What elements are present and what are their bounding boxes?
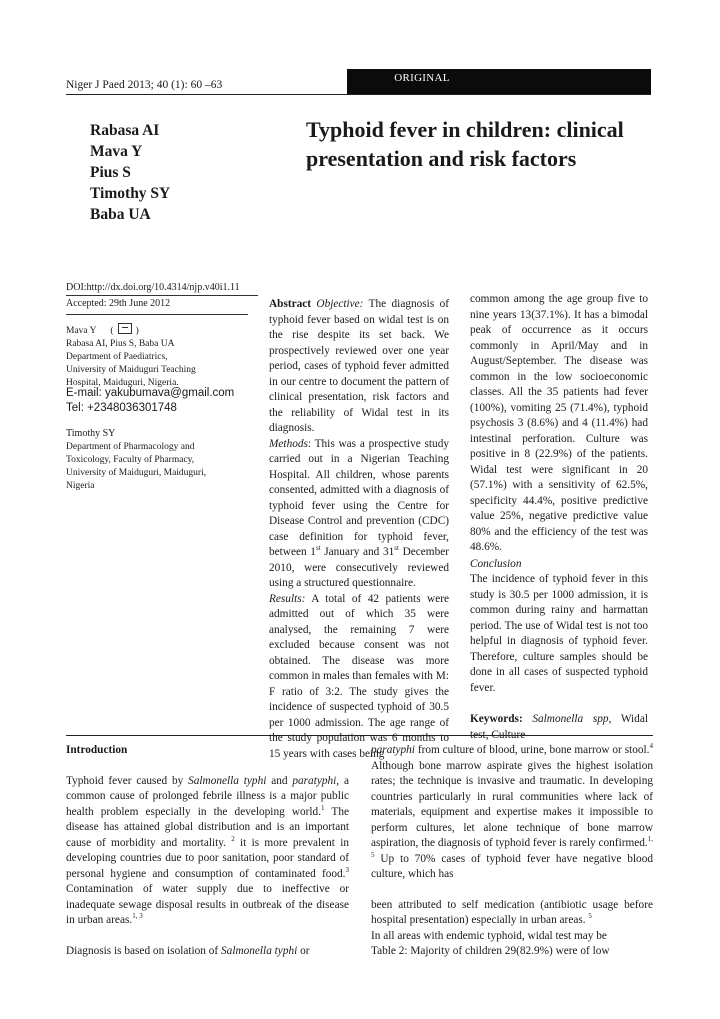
body-text: Contamination of water supply due to ineffective or inadequate sewage disposal results in outbreak of the disease in urban areas. xyxy=(66,883,349,926)
abstract-results xyxy=(269,592,449,763)
objective-text: The diagnosis of typhoid fever based on widal test is on the rise despite its set back. We prospectively reviewed over one year period, cases of typhoid fever admitted in our centre to document the pattern of clinical presentation, risk factors and the reliability of Widal test in its diagnosis. xyxy=(269,298,449,434)
abstract-objective xyxy=(269,297,449,437)
conclusion-text: The incidence of typhoid fever in this study is 30.5 per 1000 admission, it is common during rainy and harmattan period. The use of Widal test is not too helpful in diagnosis of typhoid fever. Therefore, culture samples should be done in all cases of suspected typhoid fever. xyxy=(470,573,648,694)
body-paragraph xyxy=(371,898,653,929)
abstract-column-1 xyxy=(269,297,449,762)
author-name: Timothy SY xyxy=(90,185,171,202)
body-text: Although bone marrow aspirate gives the highest isolation rates; the technique is invasive and traumatic. In developing countries particularly in rural communities where lack of materials, equipment and expertise makes it impossible to perform cultures, let alone technique of bone marrow aspiration, the diagnosis of typhoid fever is rarely confirmed. xyxy=(371,759,653,849)
species-name: paratyphi xyxy=(371,744,415,756)
body-paragraph xyxy=(371,743,653,883)
species-name: Salmonella typhi xyxy=(188,774,267,787)
body-text: it is more prevalent in developing countries due to poor sanitation, poor standard of personal hygiene and consumption of contaminated food. xyxy=(66,836,349,880)
section-heading: Introduction xyxy=(66,744,128,756)
author-list xyxy=(90,120,170,225)
superscript: st xyxy=(315,544,321,553)
keywords-label: Keywords: xyxy=(470,713,523,725)
section-label: ORIGINAL xyxy=(394,72,450,84)
methods-text: : This was a prospective study carried out in a Nigerian Teaching Hospital. All children, whose parents consented, admitted with a diagnosis of typhoid fever using the Centre for Disease Control and prevention (CDC) case definition for typhoid fever, between 1 xyxy=(269,437,449,558)
methods-text: January and 31 xyxy=(320,546,395,558)
section-banner xyxy=(347,69,651,94)
author-name: Timothy SY xyxy=(66,428,116,439)
abstract-column-2 xyxy=(470,292,648,743)
keywords-text: , Widal test, Culture xyxy=(470,713,648,741)
envelope-icon xyxy=(118,323,132,334)
body-column-left xyxy=(66,743,349,959)
contact-block xyxy=(66,386,234,416)
telephone: Tel: +2348036301748 xyxy=(66,402,177,414)
species-name: paratyphi, xyxy=(292,774,340,787)
objective-label: Objective: xyxy=(316,298,364,310)
affiliation-line: Department of Paediatrics, xyxy=(66,352,168,362)
corresponding-name: Mava Y xyxy=(66,326,97,336)
author-name: Baba UA xyxy=(90,206,151,223)
author-name: Pius S xyxy=(90,164,131,181)
affiliation-block xyxy=(66,322,196,390)
body-column-right xyxy=(371,743,653,960)
citation-ref: 4 xyxy=(649,742,653,751)
conclusion-label: Conclusion xyxy=(470,557,522,570)
affiliation-line: Department of Pharmacology and xyxy=(66,442,195,452)
abstract-label: Abstract xyxy=(269,298,312,310)
article-title: Typhoid fever in children: clinical presentation and risk factors xyxy=(306,117,624,171)
email-address[interactable]: E-mail: yakubumava@gmail.com xyxy=(66,387,235,399)
keywords xyxy=(470,712,648,743)
keyword-italic: Salmonella spp xyxy=(532,713,609,725)
divider xyxy=(66,314,248,315)
corresponding-author xyxy=(66,322,196,338)
divider xyxy=(66,295,258,296)
citation-ref: 1, 3 xyxy=(132,912,143,921)
affiliation-line: University of Maiduguri, Maiduguri, xyxy=(66,468,207,478)
affiliation-line: Hospital, Maiduguri, Nigeria. xyxy=(66,378,179,388)
methods-text: December 2010, were consecutively reviewed using a structured questionnaire. xyxy=(269,546,450,589)
header-rule xyxy=(66,94,651,95)
author-name: Rabasa AI xyxy=(90,122,160,139)
body-paragraph: Table 2: Majority of children 29(82.9%) were of low xyxy=(371,945,610,957)
superscript: st xyxy=(394,544,399,553)
body-text: a common cause of prolonged febrile illness is a major public health problem especially in the developing world. xyxy=(66,774,349,818)
section-rule xyxy=(66,735,653,736)
affiliation-line: Toxicology, Faculty of Pharmacy, xyxy=(66,455,195,465)
body-paragraph: In all areas with endemic typhoid, widal test may be xyxy=(371,929,607,942)
accepted-date: Accepted: 29th June 2012 xyxy=(66,298,171,309)
affiliation-line: Nigeria xyxy=(66,481,95,491)
affiliation-line: University of Maiduguri Teaching xyxy=(66,365,196,375)
results-text: A total of 42 patients were admitted out of which 35 were analysed, the remaining 7 were excluded because consent was not obtained. The disease was more common in males than females with M: F ratio of 3:2. The study gives the incidence of suspected typhoid of 30.5 per 1000 admission. The age range of the study population was 6 months to 15 years with cases being xyxy=(269,592,450,760)
doi-link[interactable]: DOI:http://dx.doi.org/10.4314/njp.v40i1.11 xyxy=(66,282,240,293)
body-text: The disease has attained global distribution and is an important cause of morbidity and mortality. xyxy=(66,805,349,849)
body-text: Up to 70% cases of typhoid fever have negative blood culture, which has xyxy=(371,852,653,880)
citation-ref: 1, 5 xyxy=(371,835,653,859)
affiliation-line: Rabasa AI, Pius S, Baba UA xyxy=(66,339,175,349)
results-label: Results: xyxy=(269,592,306,605)
citation-ref: 2 xyxy=(231,834,235,843)
body-paragraph xyxy=(66,944,349,960)
species-name: Salmonella typhi xyxy=(221,944,298,957)
body-paragraph xyxy=(66,774,349,929)
body-text: Typhoid fever caused by xyxy=(66,774,189,787)
results-continued: common among the age group five to nine years 13(37.1%). It has a bimodal peak of occurrence as it occurs commonly in April/May and in August/September. The disease was common in the low socioeconomic classes. All the 35 patients had fever (100%), vomiting 25 (71.4%), typhoid psychosis 3 (8.6%) and 4 (11.4%) had intestinal perforation. Culture was positive in 8 (22.9%) of the patients. Widal test were significant in 20 (57.1%) with a sensitivity of 62.5%, specificity 44.4%, positive predictive value 25%, negative predictive value 80% and the efficiency of the test was 48.6%. xyxy=(470,293,648,553)
conclusion-heading xyxy=(470,557,648,573)
citation-ref: 3 xyxy=(345,865,349,874)
methods-label: Methods xyxy=(269,437,308,450)
body-text: or xyxy=(297,944,310,957)
paren: ( xyxy=(110,326,114,336)
body-text: from culture of blood, urine, bone marrow or stool. xyxy=(414,744,650,756)
body-text: been attributed to self medication (antibiotic usage before hospital presentation) especially in urban areas. xyxy=(371,898,653,926)
author-name: Mava Y xyxy=(90,143,143,160)
body-text: Diagnosis is based on isolation of xyxy=(66,944,222,957)
citation-ref: 5 xyxy=(588,912,592,921)
body-text: and xyxy=(266,774,293,787)
abstract-methods xyxy=(269,437,449,592)
paren: ) xyxy=(135,326,139,336)
affiliation-block-2 xyxy=(66,427,206,493)
citation-ref: 1 xyxy=(321,803,325,812)
journal-citation: Niger J Paed 2013; 40 (1): 60 –63 xyxy=(66,79,223,91)
